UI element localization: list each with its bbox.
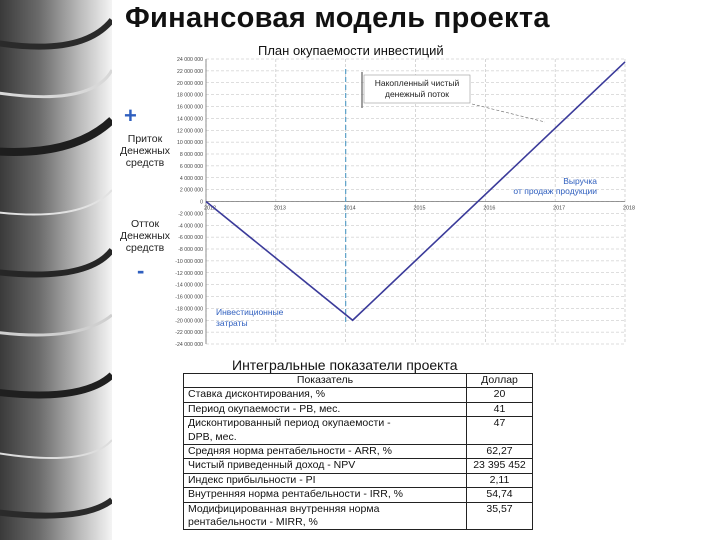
y-tick-label: -14 000 000 <box>175 282 203 289</box>
y-tick-label: -8 000 000 <box>178 247 203 253</box>
indicator-name-line: Дисконтированный период окупаемости - <box>188 417 391 430</box>
indicator-name-line: Средняя норма рентабельности - ARR, % <box>188 445 392 458</box>
table-title: Интегральные показатели проекта <box>232 357 458 373</box>
y-tick-label: -2 000 000 <box>178 211 203 218</box>
indicator-name-line: Чистый приведенный доход - NPV <box>188 459 356 472</box>
indicator-name-line: Индекс прибыльности - PI <box>188 473 316 486</box>
y-tick-label: -6 000 000 <box>178 235 203 242</box>
indicator-name-line: рентабельности - MIRR, % <box>188 516 318 529</box>
y-tick-label: 6 000 000 <box>179 163 203 170</box>
y-tick-label: 22 000 000 <box>177 68 203 75</box>
header-currency: Доллар <box>467 374 533 388</box>
indicator-name-line: Модифицированная внутренняя норма <box>188 502 380 515</box>
payback-chart-svg <box>150 42 640 352</box>
y-tick-label: -12 000 000 <box>175 270 203 277</box>
y-tick-label: -18 000 000 <box>175 306 203 313</box>
indicator-value: 47 <box>467 417 533 445</box>
indicator-value: 41 <box>467 402 533 416</box>
indicator-value: 23 395 452 <box>467 459 533 473</box>
indicator-name <box>184 445 467 459</box>
minus-sign: - <box>137 258 145 283</box>
indicator-name-line: Внутренняя норма рентабельности - IRR, % <box>188 488 404 501</box>
indicator-name <box>184 402 467 416</box>
indicator-value: 54,74 <box>467 488 533 502</box>
annotation-cumulative-text: денежный поток <box>385 89 449 99</box>
table-row <box>184 445 533 459</box>
x-tick-label: 2012 <box>204 205 216 212</box>
indicator-name <box>184 502 467 530</box>
inflow-label-line: Денежных <box>119 145 171 157</box>
y-tick-label: -4 000 000 <box>178 223 203 230</box>
indicator-name <box>184 459 467 473</box>
y-tick-label: -22 000 000 <box>175 330 203 337</box>
indicator-name <box>184 473 467 487</box>
table-row <box>184 473 533 487</box>
table-row <box>184 402 533 416</box>
table-row <box>184 488 533 502</box>
header-indicator: Показатель <box>184 374 467 388</box>
table-row <box>184 502 533 530</box>
indicator-name <box>184 388 467 402</box>
indicator-value: 62,27 <box>467 445 533 459</box>
annotation-revenue-text: от продаж продукции <box>513 186 597 196</box>
indicator-value: 2,11 <box>467 473 533 487</box>
y-tick-label: 12 000 000 <box>177 128 203 135</box>
y-tick-label: -16 000 000 <box>175 294 203 301</box>
indicator-name <box>184 488 467 502</box>
table-row <box>184 459 533 473</box>
decorative-arcs <box>0 0 112 540</box>
y-tick-label: 0 <box>200 199 203 206</box>
y-tick-label: 4 000 000 <box>179 175 203 182</box>
table-header-row <box>184 374 533 388</box>
y-tick-label: 8 000 000 <box>179 152 203 158</box>
indicator-name <box>184 417 467 445</box>
indicator-name-line: Ставка дисконтирования, % <box>188 388 326 401</box>
table-row <box>184 417 533 445</box>
x-tick-label: 2014 <box>343 205 356 212</box>
outflow-label-line: Денежных <box>119 230 171 242</box>
y-tick-label: 24 000 000 <box>177 57 203 63</box>
annotation-investments-text: затраты <box>216 318 248 328</box>
outflow-label-line: Отток <box>130 218 160 230</box>
indicator-name-line: DPB, мес. <box>188 430 237 443</box>
y-tick-label: -10 000 000 <box>175 258 203 265</box>
inflow-label-line: Приток <box>127 133 163 145</box>
decorative-side-strip <box>0 0 112 540</box>
y-tick-label: 16 000 000 <box>177 104 203 111</box>
outflow-label-line: средств <box>125 242 165 254</box>
annotation-revenue-text: Выручка <box>563 176 597 186</box>
y-tick-label: 20 000 000 <box>177 80 203 87</box>
y-tick-label: 18 000 000 <box>177 92 203 99</box>
x-tick-label: 2018 <box>623 205 635 212</box>
x-tick-label: 2016 <box>483 205 496 212</box>
y-tick-label: 14 000 000 <box>177 116 203 123</box>
table-row <box>184 388 533 402</box>
y-tick-label: 10 000 000 <box>177 140 203 147</box>
indicator-name-line: Период окупаемости - PB, мес. <box>188 402 341 415</box>
page-title: Финансовая модель проекта <box>125 2 550 34</box>
indicators-table <box>183 373 533 530</box>
y-tick-label: -20 000 000 <box>175 318 203 325</box>
plus-sign: + <box>124 103 137 128</box>
indicator-value: 20 <box>467 388 533 402</box>
y-tick-label: -24 000 000 <box>175 342 203 348</box>
payback-chart <box>150 42 640 352</box>
annotation-investments-text: Инвестиционные <box>216 307 284 317</box>
indicator-value: 35,57 <box>467 502 533 530</box>
chart-title: План окупаемости инвестиций <box>258 43 444 58</box>
annotation-cumulative-text: Накопленный чистый <box>374 78 460 88</box>
x-tick-label: 2017 <box>553 205 566 212</box>
y-tick-label: 2 000 000 <box>179 187 203 194</box>
inflow-label-line: средств <box>125 157 165 169</box>
x-tick-label: 2015 <box>413 205 426 212</box>
x-tick-label: 2013 <box>273 205 286 212</box>
